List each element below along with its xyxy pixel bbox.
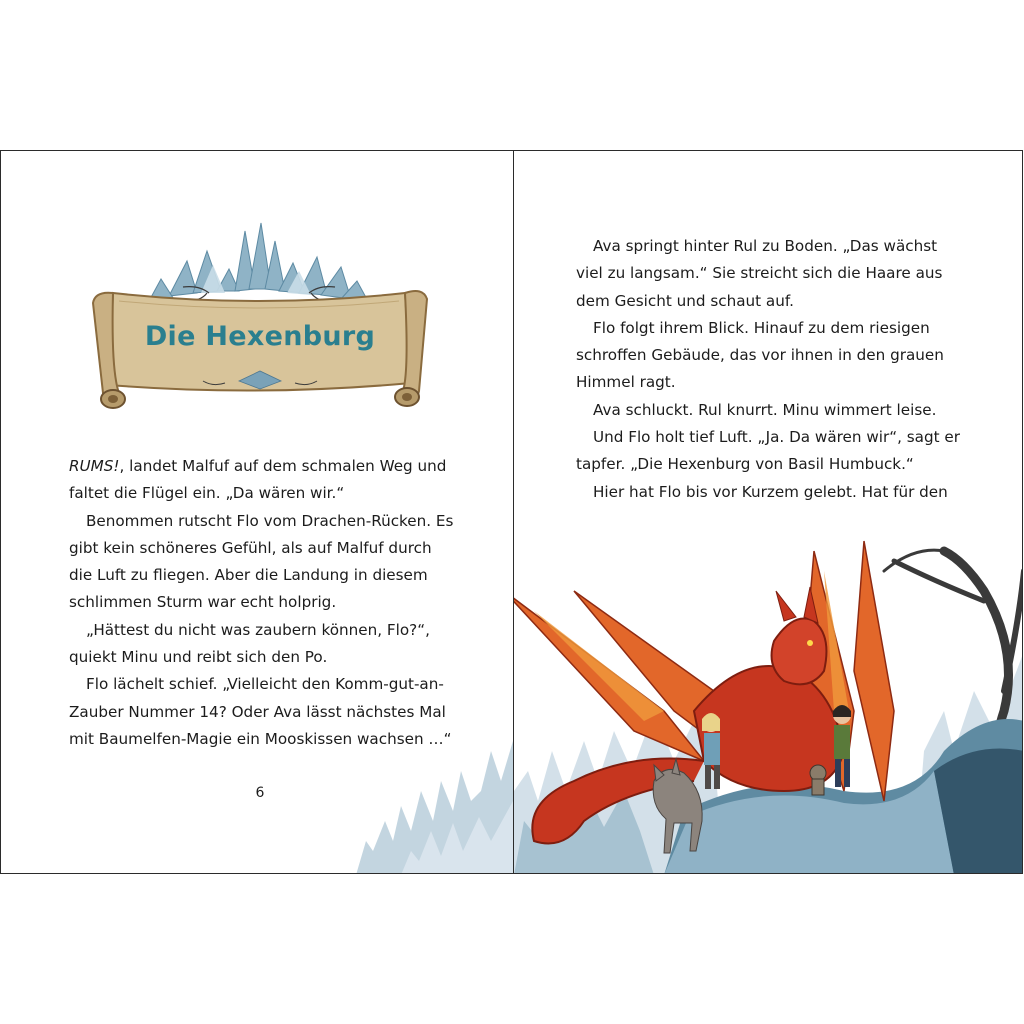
text-line: Ava schluckt. Rul knurrt. Minu wimmert leise.	[593, 400, 937, 419]
text-line: viel zu langsam.“ Sie streicht sich die Haare aus	[576, 264, 943, 283]
text-line: Flo lächelt schief. „Vielleicht den Komm-gut-an-	[86, 675, 444, 694]
text-line: die Luft zu fliegen. Aber die Landung in diesem	[69, 566, 428, 585]
text-line: Himmel ragt.	[576, 373, 676, 392]
text-line: „Hättest du nicht was zaubern können, Flo?“,	[86, 620, 430, 639]
right-page	[514, 151, 1023, 873]
left-page	[1, 151, 513, 873]
text-line: Flo folgt ihrem Blick. Hinauf zu dem riesigen	[593, 318, 930, 337]
text-line: Hier hat Flo bis vor Kurzem gelebt. Hat für den	[593, 482, 948, 501]
text-line: quiekt Minu und reibt sich den Po.	[69, 648, 328, 667]
book-spread	[0, 150, 1023, 874]
left-page-text	[69, 453, 453, 753]
chapter-title: Die Hexenburg	[144, 321, 376, 352]
text-line: schroffen Gebäude, das vor ihnen in den grauen	[576, 346, 944, 365]
text-line: Ava springt hinter Rul zu Boden. „Das wächst	[593, 237, 938, 255]
text-line: dem Gesicht und schaut auf.	[576, 291, 794, 310]
text-line: faltet die Flügel ein. „Da wären wir.“	[69, 484, 345, 503]
text-line: mit Baumelfen-Magie ein Mooskissen wachsen …“	[69, 729, 452, 748]
dragon-illustration	[514, 151, 1023, 873]
page-number: 6	[255, 785, 265, 801]
text-line: schlimmen Sturm war echt holprig.	[69, 593, 337, 612]
text-line: tapfer. „Die Hexenburg von Basil Humbuck.“	[576, 455, 914, 474]
text-line: Zauber Nummer 14? Oder Ava lässt nächstes Mal	[69, 702, 446, 721]
text-line: Und Flo holt tief Luft. „Ja. Da wären wir“, sagt er	[593, 428, 960, 447]
text-line: gibt kein schöneres Gefühl, als auf Malfuf durch	[69, 538, 432, 557]
text-line: Benommen rutscht Flo vom Drachen-Rücken. Es	[86, 511, 454, 530]
text-line: RUMS!, landet Malfuf auf dem schmalen Weg und	[69, 457, 447, 475]
